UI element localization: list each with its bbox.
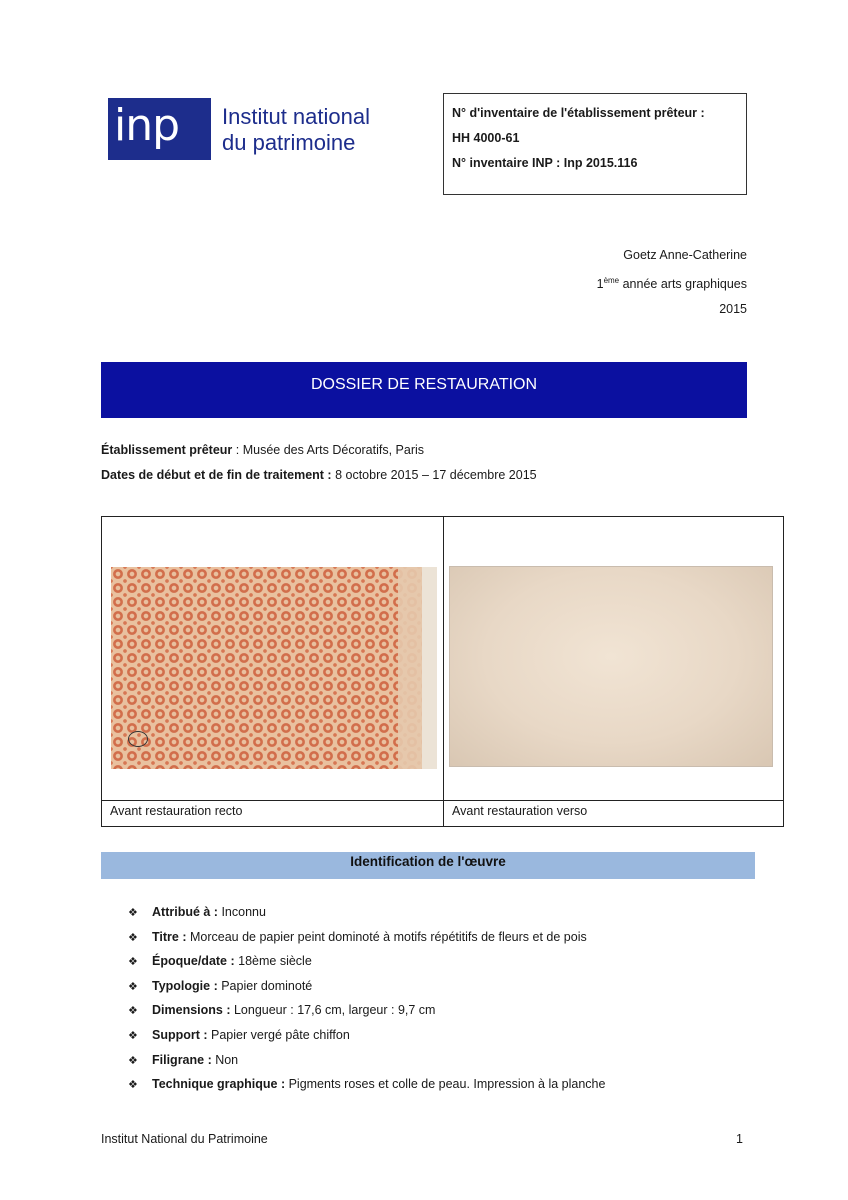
- identification-label: Attribué à :: [152, 905, 218, 919]
- table-divider: [443, 517, 444, 826]
- identification-label: Technique graphique :: [152, 1077, 286, 1092]
- identification-item: [128, 998, 768, 1023]
- identification-label: Filigrane :: [152, 1052, 212, 1067]
- bullet-diamond-icon: ❖: [128, 956, 138, 969]
- inventory-box: [443, 93, 747, 195]
- bullet-diamond-icon: ❖: [128, 1054, 138, 1067]
- identification-list: [128, 900, 768, 1097]
- inp-logo-text: [222, 104, 370, 156]
- logo-line-1: Institut national: [222, 104, 370, 129]
- identification-item: [128, 900, 768, 925]
- page-number: 1: [736, 1132, 743, 1146]
- identification-value: Non: [211, 1052, 239, 1067]
- identification-label: Époque/date :: [152, 954, 235, 969]
- recto-image: [111, 567, 437, 769]
- identification-label: Dimensions :: [152, 1003, 231, 1018]
- identification-item: [128, 1023, 768, 1048]
- photo-table: [101, 516, 784, 827]
- bullet-diamond-icon: ❖: [128, 931, 138, 944]
- identification-label: Typologie :: [152, 978, 218, 993]
- identification-label: Titre :: [152, 929, 187, 944]
- identification-item: [128, 974, 768, 999]
- identification-item: [128, 1072, 768, 1097]
- identification-label: Support :: [152, 1027, 208, 1042]
- identification-value: Pigments roses et colle de peau. Impression à la planche: [285, 1077, 606, 1092]
- museum-stamp: [128, 731, 148, 747]
- recto-caption: Avant restauration recto: [110, 804, 243, 818]
- identification-item: [128, 949, 768, 974]
- inp-logo-mark: inp: [108, 98, 211, 160]
- identification-value: Inconnu: [217, 905, 266, 919]
- identification-value: Longueur : 17,6 cm, largeur : 9,7 cm: [230, 1003, 436, 1018]
- author-year: 1ème année arts graphiques: [596, 276, 747, 292]
- table-divider: [102, 800, 783, 801]
- dates-line: Dates de début et de fin de traitement : 8 octobre 2015 – 17 décembre 2015: [101, 468, 537, 482]
- inp-inventory-number: N° inventaire INP : Inp 2015.116: [452, 156, 638, 170]
- footer-institution: Institut National du Patrimoine: [101, 1132, 268, 1146]
- author-block: [597, 243, 747, 322]
- lender-line: Établissement prêteur : Musée des Arts Décoratifs, Paris: [101, 443, 425, 457]
- identification-value: 18ème siècle: [234, 954, 312, 969]
- bullet-diamond-icon: ❖: [128, 1079, 138, 1092]
- author-date: 2015: [719, 302, 747, 317]
- verso-caption: Avant restauration verso: [452, 804, 588, 818]
- identification-item: [128, 925, 768, 950]
- identification-value: Morceau de papier peint dominoté à motifs répétitifs de fleurs et de pois: [186, 929, 587, 944]
- bullet-diamond-icon: ❖: [128, 980, 138, 993]
- inventory-number: HH 4000-61: [452, 131, 520, 145]
- author-name: Goetz Anne-Catherine: [623, 248, 747, 262]
- recto-image-edge: [422, 567, 437, 769]
- identification-value: Papier dominoté: [217, 978, 313, 993]
- logo-line-2: du patrimoine: [222, 130, 356, 155]
- recto-image-border-strip: [398, 567, 422, 769]
- inventory-label: N° d'inventaire de l'établissement prêteur :: [452, 106, 705, 120]
- identification-item: [128, 1048, 768, 1073]
- bullet-diamond-icon: ❖: [128, 1005, 138, 1018]
- bullet-diamond-icon: ❖: [128, 1029, 138, 1042]
- identification-value: Papier vergé pâte chiffon: [207, 1027, 350, 1042]
- dossier-title-banner: DOSSIER DE RESTAURATION: [101, 362, 747, 418]
- bullet-diamond-icon: ❖: [128, 907, 138, 919]
- section-header: Identification de l'œuvre: [101, 852, 755, 879]
- verso-image: [449, 566, 773, 767]
